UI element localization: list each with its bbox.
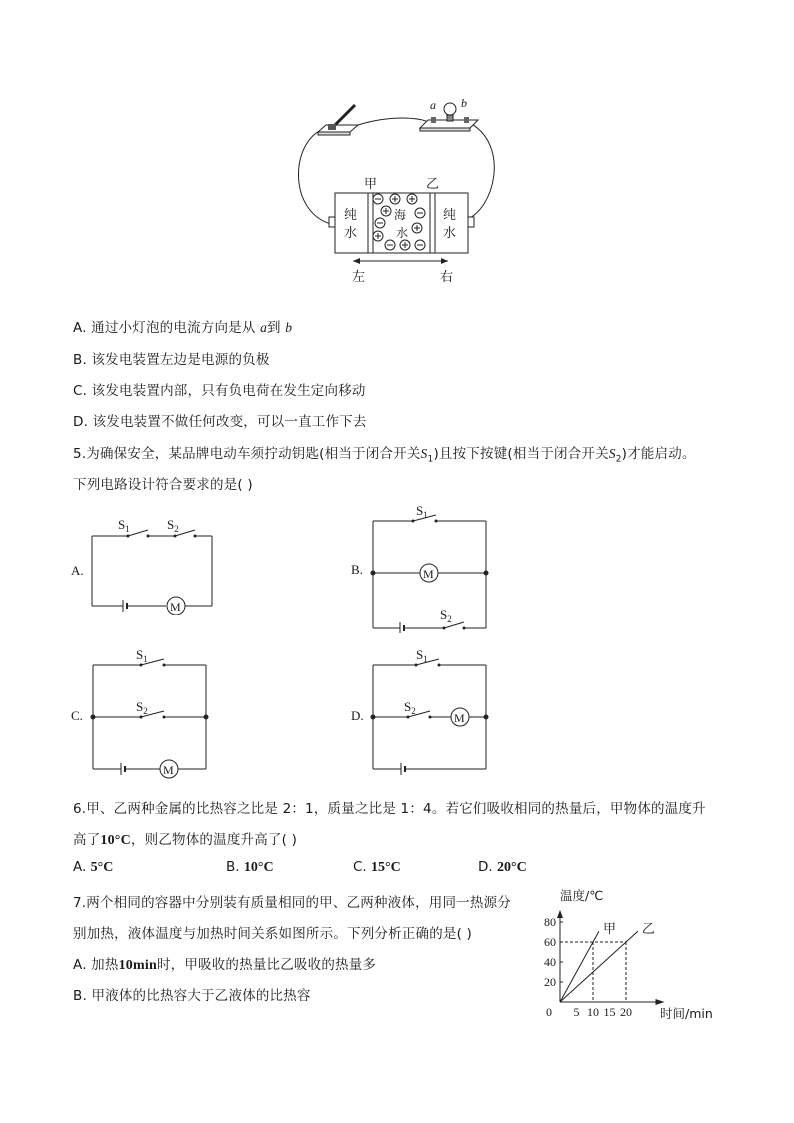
q6-option-c: C. 15°C: [353, 859, 401, 875]
x-axis-arrow: [656, 999, 665, 1005]
y-axis-arrow: [557, 910, 563, 918]
label-b: b: [461, 96, 467, 110]
y-tick-label: 20: [544, 975, 556, 989]
pure-water-left-1: 纯: [344, 208, 358, 223]
pure-water-right-2: 水: [443, 226, 457, 241]
circuit-c-s1: $S_1$: [136, 647, 148, 664]
x-tick-label: 15: [603, 1005, 616, 1019]
x-tick-label: 0: [546, 1005, 552, 1019]
pure-water-left-2: 水: [344, 226, 358, 241]
circuit-b-s1: $S_1$: [416, 503, 428, 520]
x-tick-label: 10: [587, 1005, 599, 1019]
circuit-c-s2: $S_2$: [136, 699, 148, 716]
circuit-d-label: D.: [351, 708, 364, 723]
q6-stem-line1: 6.甲、乙两种金属的比热容之比是 2：1，质量之比是 1：4。若它们吸收相同的热量后，甲物体的温度升: [73, 801, 706, 817]
label-jia: 甲: [364, 177, 378, 192]
q4-option-c: C. 该发电装置内部，只有负电荷在发生定向移动: [73, 383, 366, 399]
circuit-d-s1: $S_1$: [416, 647, 428, 664]
circuit-b-motor: M: [423, 567, 434, 581]
q5-stem-line2: 下列电路设计符合要求的是( ): [73, 477, 253, 493]
q6-option-d: D. 20°C: [478, 859, 527, 875]
q7-option-b: B. 甲液体的比热容大于乙液体的比热容: [73, 988, 311, 1004]
generator-circuit-figure: [280, 95, 510, 290]
series-label-yi: 乙: [641, 922, 655, 938]
y-tick-label: 80: [544, 915, 556, 929]
circuit-b: [348, 503, 498, 633]
circuit-d-s2: $S_2$: [404, 699, 416, 716]
y-tick-label: 40: [544, 955, 556, 969]
chart-xlabel: 时间/min: [660, 1006, 713, 1021]
pure-water-right-1: 纯: [443, 208, 457, 223]
sea-water-2: 水: [396, 226, 409, 240]
circuit-a-motor: M: [170, 600, 181, 614]
q6-option-b: B. 10°C: [226, 859, 274, 875]
arrow-right-label: 右: [440, 270, 454, 285]
circuit-c-motor: M: [163, 763, 174, 777]
y-tick-label: 60: [544, 935, 556, 949]
circuit-a-s1: $S_1$: [118, 517, 130, 534]
sea-water-1: 海: [394, 208, 407, 222]
q6-stem-line2: 高了10°C，则乙物体的温度升高了( ): [73, 832, 298, 848]
x-tick-label: 5: [573, 1005, 580, 1019]
circuit-a-label: A.: [71, 563, 84, 578]
q4-option-d: D. 该发电装置不做任何改变，可以一直工作下去: [73, 414, 367, 430]
q4-option-b: B. 该发电装置左边是电源的负极: [73, 352, 270, 368]
q5-stem-line1: 5.为确保安全，某品牌电动车须拧动钥匙(相当于闭合开关$S_1$)且按下按键(相当于闭合开关$S_2$)才能启动。: [73, 446, 696, 465]
chart-ylabel: 温度/℃: [560, 888, 604, 903]
label-a: a: [430, 98, 436, 112]
circuit-b-s2: $S_2$: [440, 607, 452, 624]
circuit-d: [348, 645, 498, 780]
q7-stem-line2: 别加热，液体温度与加热时间关系如图所示。下列分析正确的是( ): [73, 926, 473, 942]
circuit-a: [68, 515, 218, 615]
temperature-time-chart: [530, 884, 730, 1024]
q6-option-a: A. 5°C: [73, 859, 114, 875]
circuit-c: [68, 645, 218, 780]
q7-option-a: A. 加热10min时，甲吸收的热量比乙吸收的热量多: [73, 957, 377, 973]
label-yi: 乙: [426, 177, 440, 192]
q7-stem-line1: 7.两个相同的容器中分别装有质量相同的甲、乙两种液体，用同一热源分: [73, 895, 511, 911]
arrow-left-label: 左: [352, 270, 366, 285]
circuit-b-label: B.: [351, 562, 363, 577]
circuit-a-s2: $S_2$: [167, 517, 179, 534]
q4-option-a: A. 通过小灯泡的电流方向是从 a到 b: [73, 320, 293, 336]
circuit-c-label: C.: [71, 708, 83, 723]
circuit-d-motor: M: [454, 711, 465, 725]
series-label-jia: 甲: [602, 922, 616, 938]
x-tick-label: 20: [620, 1005, 632, 1019]
